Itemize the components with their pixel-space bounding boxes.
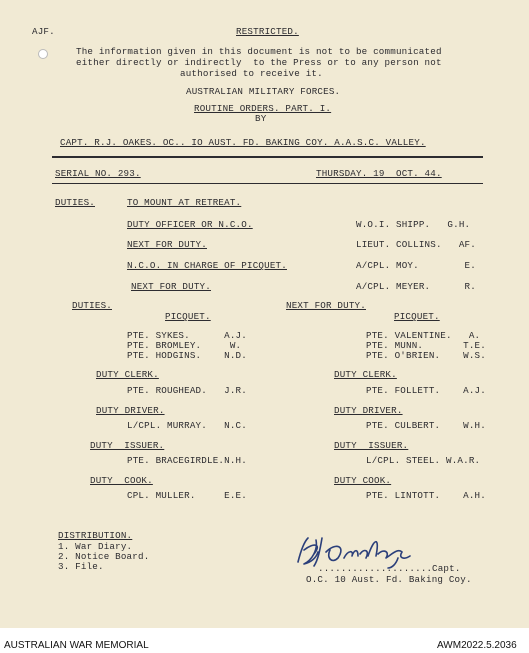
document-title: ROUTINE ORDERS. PART. I.	[194, 103, 332, 114]
classification-label: RESTRICTED.	[236, 26, 299, 37]
punch-hole	[38, 49, 48, 59]
warning-line-3: authorised to receive it.	[180, 68, 323, 79]
next-duty-officer-name: LIEUT. COLLINS. AF.	[356, 239, 476, 250]
right-issuer-name: L/CPL. STEEL. W.A.R.	[366, 455, 481, 466]
distribution-item: 3. File.	[58, 561, 104, 572]
nco-picquet-label: N.C.O. IN CHARGE OF PICQUET.	[127, 260, 287, 271]
by-label: BY	[255, 113, 267, 124]
duties-heading: DUTIES.	[55, 197, 95, 208]
left-cook-name: CPL. MULLER. E.E.	[127, 490, 247, 501]
right-picquet-member: PTE. MUNN. T.E.	[366, 340, 486, 351]
left-clerk-heading: DUTY CLERK.	[96, 369, 159, 380]
order-date: THURSDAY. 19 OCT. 44.	[316, 168, 442, 179]
left-driver-name: L/CPL. MURRAY. N.C.	[127, 420, 247, 431]
right-clerk-heading: DUTY CLERK.	[334, 369, 397, 380]
right-driver-name: PTE. CULBERT. W.H.	[366, 420, 486, 431]
right-next-duty-heading: NEXT FOR DUTY.	[286, 300, 366, 311]
force-title: AUSTRALIAN MILITARY FORCES.	[186, 86, 341, 97]
left-cook-heading: DUTY COOK.	[90, 475, 153, 486]
signature-dots: ....................	[318, 563, 433, 574]
issuer-line: CAPT. R.J. OAKES. OC.. IO AUST. FD. BAKING COY. A.A.S.C. VALLEY.	[60, 137, 426, 148]
next-nco-name: A/CPL. MEYER. R.	[356, 281, 476, 292]
mount-time: TO MOUNT AT RETREAT.	[127, 197, 242, 208]
left-picquet-heading: PICQUET.	[165, 311, 211, 322]
signature-unit: O.C. 10 Aust. Fd. Baking Coy.	[306, 574, 472, 585]
warning-line-2: either directly or indirectly to the Press or to any person not	[76, 57, 442, 68]
distribution-heading: DISTRIBUTION.	[58, 530, 133, 541]
left-duties-heading: DUTIES.	[72, 300, 112, 311]
serial-number: SERIAL NO. 293.	[55, 168, 141, 179]
duty-officer-name: W.O.I. SHIPP. G.H.	[356, 219, 471, 230]
right-cook-heading: DUTY COOK.	[334, 475, 392, 486]
signature-rank: Capt.	[432, 563, 461, 574]
right-driver-heading: DUTY DRIVER.	[334, 405, 403, 416]
next-nco-label: NEXT FOR DUTY.	[131, 281, 211, 292]
left-picquet-member: PTE. HODGINS. N.D.	[127, 350, 247, 361]
left-issuer-heading: DUTY ISSUER.	[90, 440, 165, 451]
left-picquet-member: PTE. SYKES. A.J.	[127, 330, 247, 341]
warning-line-1: The information given in this document is not to be communicated	[76, 46, 442, 57]
right-picquet-heading: PICQUET.	[394, 311, 440, 322]
left-clerk-name: PTE. ROUGHEAD. J.R.	[127, 385, 247, 396]
right-picquet-member: PTE. O'BRIEN. W.S.	[366, 350, 486, 361]
file-reference: AJF.	[32, 26, 55, 37]
header-rule	[52, 156, 483, 158]
right-picquet-member: PTE. VALENTINE. A.	[366, 330, 481, 341]
right-cook-name: PTE. LINTOTT. A.H.	[366, 490, 486, 501]
distribution-item: 2. Notice Board.	[58, 551, 150, 562]
duty-officer-label: DUTY OFFICER OR N.C.O.	[127, 219, 253, 230]
serial-rule	[52, 183, 483, 184]
right-clerk-name: PTE. FOLLETT. A.J.	[366, 385, 486, 396]
archive-source: AUSTRALIAN WAR MEMORIAL	[4, 640, 149, 651]
accession-number: AWM2022.5.2036	[437, 640, 517, 651]
nco-picquet-name: A/CPL. MOY. E.	[356, 260, 476, 271]
left-driver-heading: DUTY DRIVER.	[96, 405, 165, 416]
next-duty-officer-label: NEXT FOR DUTY.	[127, 239, 207, 250]
left-issuer-name: PTE. BRACEGIRDLE.N.H.	[127, 455, 247, 466]
left-picquet-member: PTE. BROMLEY. W.	[127, 340, 242, 351]
distribution-item: 1. War Diary.	[58, 541, 133, 552]
right-issuer-heading: DUTY ISSUER.	[334, 440, 409, 451]
